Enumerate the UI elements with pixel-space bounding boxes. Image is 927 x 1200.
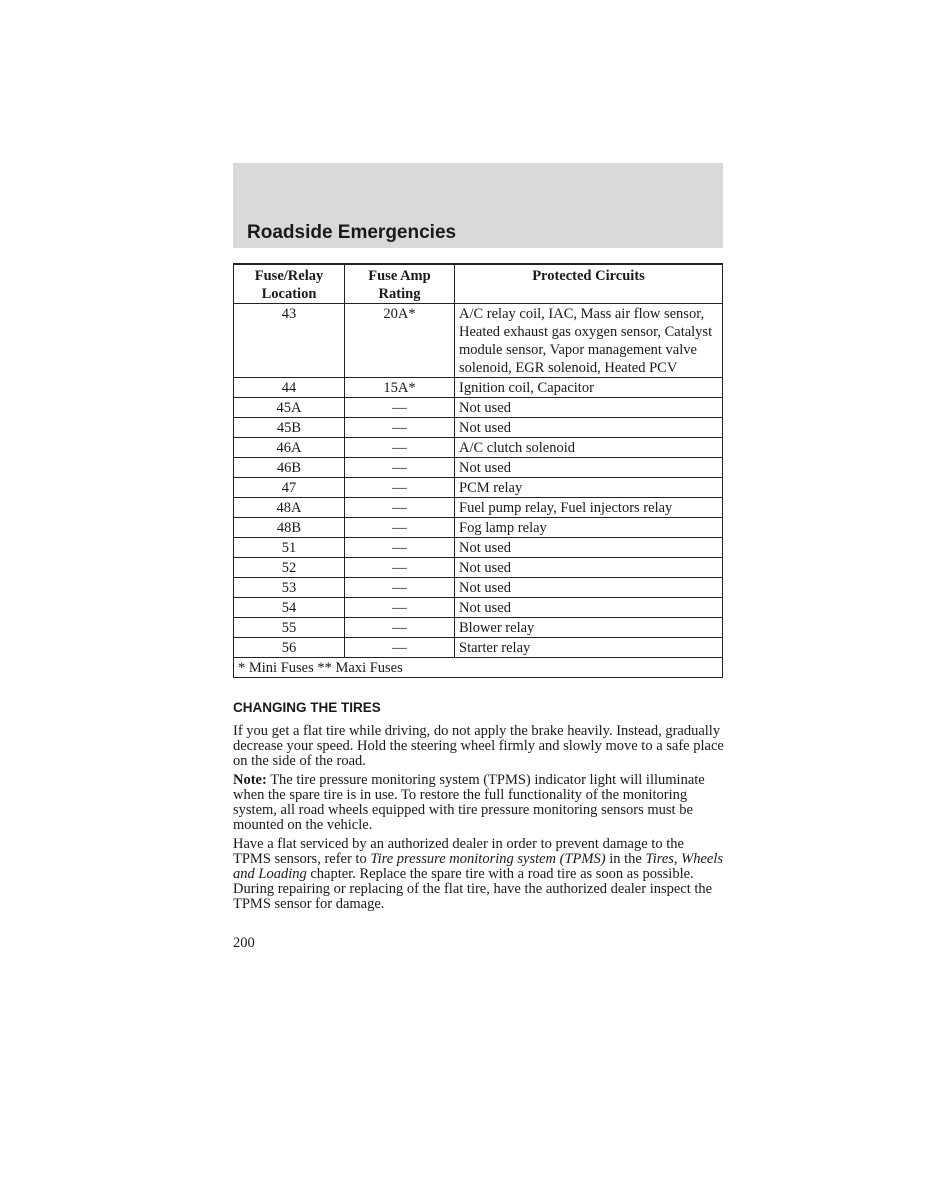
cell-circuits: Not used (455, 398, 723, 418)
cell-rating: — (345, 418, 455, 438)
cell-circuits: Not used (455, 558, 723, 578)
cell-location: 45B (234, 418, 345, 438)
cell-location: 43 (234, 304, 345, 378)
cell-rating: — (345, 598, 455, 618)
note-text: The tire pressure monitoring system (TPMS) indicator light will illuminate when the spare tire is in use. To restore the full functionality of the monitoring system, all road wheels equipped with tire pressure monitoring sensors must be mounted on the vehicle. (233, 772, 705, 833)
cell-circuits: A/C relay coil, IAC, Mass air flow sensor, Heated exhaust gas oxygen sensor, Catalyst module sensor, Vapor management valve solenoid, EGR solenoid, Heated PCV (455, 304, 723, 378)
service-text-c: chapter. Replace the spare tire with a road tire as soon as possible. During repairing or replacing of the flat tire, have the authorized dealer inspect the TPMS sensor for damage. (233, 866, 713, 912)
page-title: Roadside Emergencies (247, 222, 457, 243)
table-row (234, 498, 723, 518)
cell-circuits: A/C clutch solenoid (455, 438, 723, 458)
note-label: Note: (233, 772, 267, 788)
cell-location: 51 (234, 538, 345, 558)
cell-rating: — (345, 398, 455, 418)
table-row (234, 438, 723, 458)
cell-circuits: Blower relay (455, 618, 723, 638)
cell-circuits: Fog lamp relay (455, 518, 723, 538)
table-row (234, 378, 723, 398)
cell-location: 44 (234, 378, 345, 398)
cell-rating: — (345, 478, 455, 498)
fuse-table (233, 263, 723, 678)
fuse-table-body (234, 304, 723, 658)
cell-location: 46B (234, 458, 345, 478)
table-row (234, 558, 723, 578)
table-row (234, 304, 723, 378)
cell-rating: — (345, 538, 455, 558)
cell-circuits: Not used (455, 418, 723, 438)
table-row (234, 458, 723, 478)
cell-circuits: Not used (455, 538, 723, 558)
cell-location: 46A (234, 438, 345, 458)
cell-rating: — (345, 558, 455, 578)
table-row (234, 518, 723, 538)
table-row (234, 638, 723, 658)
cell-circuits: PCM relay (455, 478, 723, 498)
header-band (233, 163, 723, 248)
cell-location: 47 (234, 478, 345, 498)
chapter-reference: Tires, Wheels and Loading (233, 851, 724, 882)
service-text-a: Have a flat serviced by an authorized dealer in order to prevent damage to the TPMS sensors, refer to (233, 836, 684, 867)
cell-rating: — (345, 638, 455, 658)
paragraph-note (233, 773, 725, 833)
table-row (234, 398, 723, 418)
cell-circuits: Starter relay (455, 638, 723, 658)
cell-circuits: Not used (455, 598, 723, 618)
cell-rating: 20A* (345, 304, 455, 378)
table-row (234, 598, 723, 618)
cell-location: 54 (234, 598, 345, 618)
cell-circuits: Fuel pump relay, Fuel injectors relay (455, 498, 723, 518)
paragraph-service (233, 837, 725, 912)
cell-circuits: Not used (455, 458, 723, 478)
cell-rating: — (345, 498, 455, 518)
tpms-reference: Tire pressure monitoring system (TPMS) (370, 851, 606, 867)
cell-location: 53 (234, 578, 345, 598)
column-header-rating: Fuse Amp Rating (345, 264, 455, 304)
cell-location: 48A (234, 498, 345, 518)
table-row (234, 578, 723, 598)
table-row (234, 418, 723, 438)
paragraph-flat-tire: If you get a flat tire while driving, do not apply the brake heavily. Instead, gradually decrease your speed. Hold the steering wheel firmly and slowly move to a safe place on the side of the road. (233, 723, 724, 769)
table-row (234, 478, 723, 498)
cell-rating: — (345, 578, 455, 598)
column-header-circuits: Protected Circuits (455, 264, 723, 304)
section-heading: CHANGING THE TIRES (233, 700, 381, 715)
table-header-row (234, 264, 723, 304)
cell-rating: — (345, 458, 455, 478)
cell-location: 52 (234, 558, 345, 578)
cell-rating: — (345, 518, 455, 538)
cell-circuits: Not used (455, 578, 723, 598)
page-number: 200 (233, 935, 255, 951)
cell-rating: — (345, 618, 455, 638)
table-row (234, 538, 723, 558)
service-text-b: in the (605, 851, 646, 867)
cell-location: 55 (234, 618, 345, 638)
table-footnote: * Mini Fuses ** Maxi Fuses (234, 658, 723, 678)
column-header-location: Fuse/Relay Location (234, 264, 345, 304)
table-footnote-row (234, 658, 723, 678)
cell-location: 48B (234, 518, 345, 538)
cell-circuits: Ignition coil, Capacitor (455, 378, 723, 398)
cell-location: 45A (234, 398, 345, 418)
cell-location: 56 (234, 638, 345, 658)
table-row (234, 618, 723, 638)
cell-rating: 15A* (345, 378, 455, 398)
cell-rating: — (345, 438, 455, 458)
